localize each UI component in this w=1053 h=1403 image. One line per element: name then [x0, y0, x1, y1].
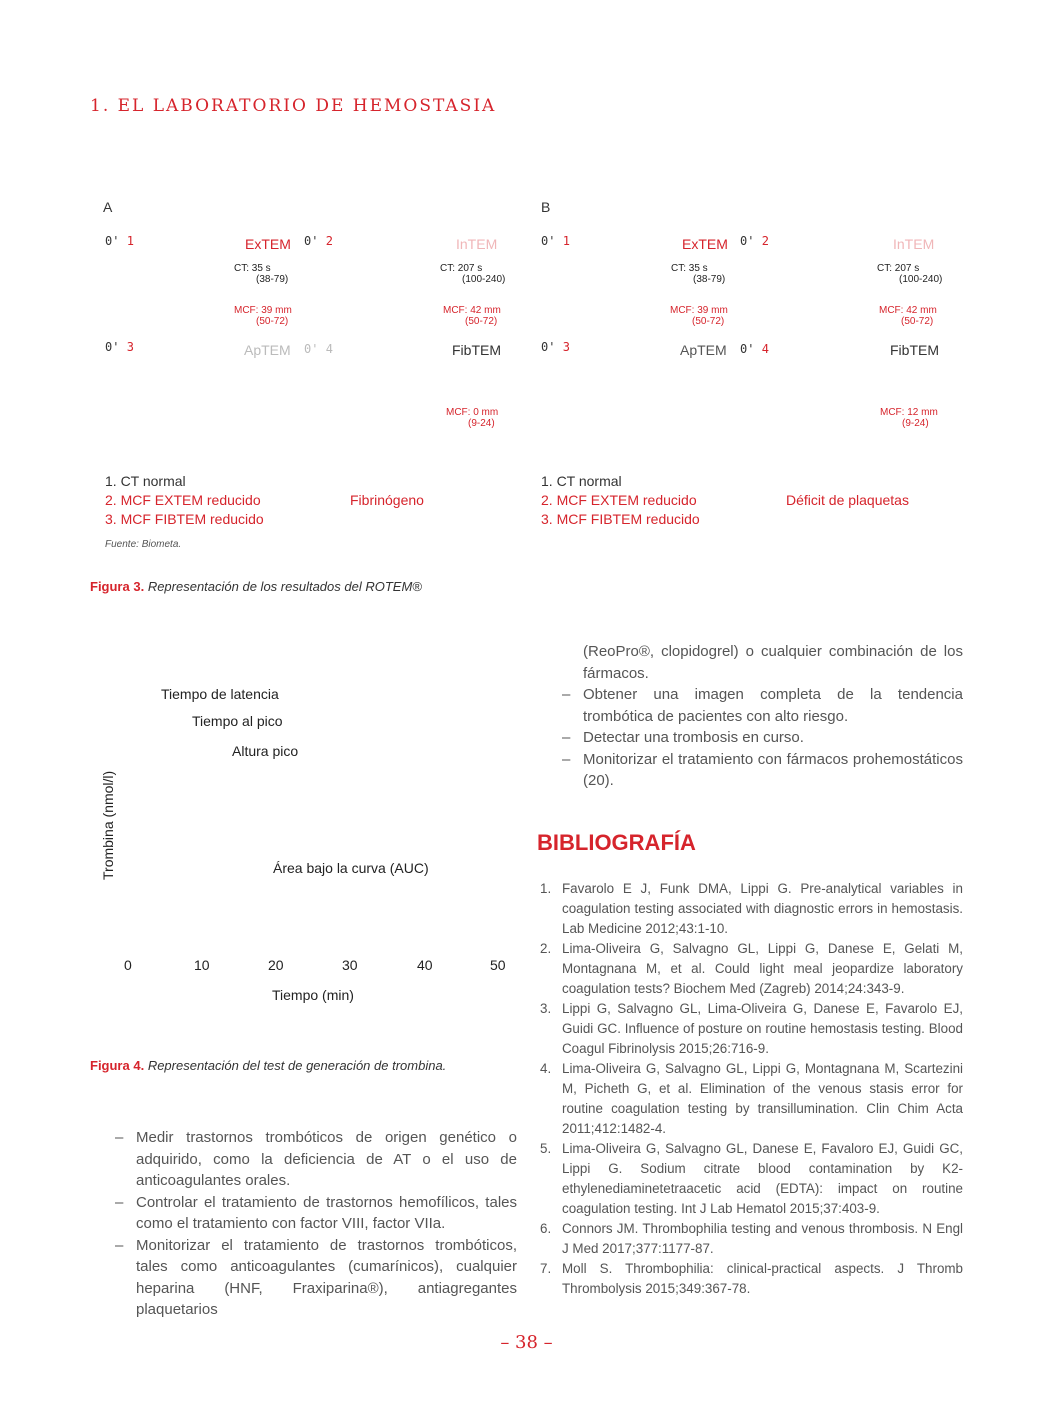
bibliography-list [540, 879, 963, 1299]
test-fibtem: FibTEM [452, 342, 501, 358]
list-item: – Medir trastornos trombóticos de origen genético o adquirido, como la deficiencia de AT o el uso de anticoagulantes orales. [115, 1129, 517, 1189]
channel-label-3: 0' 3 [541, 340, 570, 354]
intem-ct: CT: 207 s (100-240) [877, 263, 943, 285]
bibliography-item: 1. Favarolo E J, Funk DMA, Lippi G. Pre-analytical variables in coagulation testing associated with diagnostic errors in hemostasis. Lab Medicine 2012;43:1-10. [540, 881, 963, 936]
diagnosis: Déficit de plaquetas [786, 492, 909, 508]
x-tick: 40 [417, 957, 433, 973]
test-aptem: ApTEM [244, 342, 291, 358]
test-extem: ExTEM [682, 236, 728, 252]
label-time-to-peak: Tiempo al pico [192, 713, 283, 729]
bibliography-title: BIBLIOGRAFÍA [537, 830, 696, 855]
test-aptem: ApTEM [680, 342, 727, 358]
result-item: 1. CT normal [541, 473, 622, 489]
result-item: 2. MCF EXTEM reducido [541, 492, 697, 508]
x-tick: 20 [268, 957, 284, 973]
list-item: – Detectar una trombosis en curso. [562, 729, 804, 746]
fibtem-mcf: MCF: 0 mm (9-24) [446, 407, 499, 429]
channel-label-4: 0' 4 [304, 342, 333, 356]
list-item: – Monitorizar el tratamiento de trastornos trombóticos, tales como anticoagulantes (cumarínicos), cualquier heparina (HNF, Fraxiparina®), antiagregantes plaquetarios [115, 1236, 517, 1318]
list-item-continuation: (ReoPro®, clopidogrel) o cualquier combinación de los fármacos. [583, 643, 963, 682]
channel-label-2: 0' 2 [740, 234, 769, 248]
channel-label-2: 0' 2 [304, 234, 333, 248]
result-item: 1. CT normal [105, 473, 186, 489]
x-tick: 30 [342, 957, 358, 973]
extem-mcf: MCF: 39 mm (50-72) [670, 305, 728, 327]
panel-letter: B [541, 199, 551, 215]
panel-letter: A [103, 199, 113, 215]
figure4-caption: Figura 4. Representación del test de generación de trombina. [90, 1058, 447, 1073]
channel-label-1: 0' 1 [105, 234, 134, 248]
bibliography-item: 3. Lippi G, Salvagno GL, Lima-Oliveira G, Danese E, Favarolo EJ, Guidi GC. Influence of posture on routine hemostasis testing. Blood Coagul Fibrinolysis 2015;26:716-9. [540, 1001, 963, 1056]
intem-mcf: MCF: 42 mm (50-72) [879, 305, 937, 327]
figure-source: Fuente: Biometa. [105, 539, 182, 550]
x-tick: 0 [124, 957, 132, 973]
right-bullet-list [562, 641, 963, 792]
label-auc: Área bajo la curva (AUC) [273, 860, 429, 876]
extem-mcf: MCF: 39 mm (50-72) [234, 305, 292, 327]
test-intem: InTEM [893, 236, 935, 252]
section-header: 1. EL LABORATORIO DE HEMOSTASIA [90, 96, 497, 116]
diagnosis: Fibrinógeno [350, 492, 424, 508]
result-item: 3. MCF FIBTEM reducido [541, 511, 700, 527]
bibliography-item: 6. Connors JM. Thrombophilia testing and venous thrombosis. N Engl J Med 2017;377:1177-87. [540, 1221, 963, 1256]
bibliography-item: 2. Lima-Oliveira G, Salvagno GL, Lippi G, Danese E, Gelati M, Montagnana M, et al. Could light meal jeopardize laboratory coagulation tests? Biochem Med (Zagreb) 2014;24:343-9. [540, 941, 963, 996]
figure3-caption: Figura 3. Representación de los resultados del ROTEM® [90, 579, 422, 594]
x-axis-label: Tiempo (min) [272, 987, 354, 1003]
results-list [541, 472, 700, 529]
page-number: – 38 – [500, 1332, 553, 1353]
result-item: 3. MCF FIBTEM reducido [105, 511, 264, 527]
intem-ct: CT: 207 s (100-240) [440, 263, 506, 285]
extem-ct: CT: 35 s (38-79) [234, 263, 289, 285]
channel-label-1: 0' 1 [541, 234, 570, 248]
list-item: – Controlar el tratamiento de trastornos hemofílicos, tales como el tratamiento con factor VIII, factor VIIa. [115, 1193, 517, 1232]
left-bullet-list [115, 1127, 517, 1321]
channel-label-3: 0' 3 [105, 340, 134, 354]
test-intem: InTEM [456, 236, 498, 252]
x-tick: 10 [194, 957, 210, 973]
test-extem: ExTEM [245, 236, 291, 252]
channel-label-4: 0' 4 [740, 342, 769, 356]
label-lag-time: Tiempo de latencia [161, 686, 279, 702]
bibliography-item: 5. Lima-Oliveira G, Salvagno GL, Danese E, Favaloro EJ, Guidi GC, Lippi G. Sodium citrate blood contamination by K2-ethylenediaminetetraacetic acid (EDTA): impact on routine coagulation testing. Int J Lab Hematol 2015;37:403-9. [540, 1141, 963, 1216]
results-list [105, 472, 264, 529]
x-tick: 50 [490, 957, 506, 973]
label-peak-height: Altura pico [232, 743, 299, 759]
fibtem-mcf: MCF: 12 mm (9-24) [880, 407, 938, 429]
bibliography-item: 7. Moll S. Thrombophilia: clinical-practical aspects. J Thromb Thrombolysis 2015;349:367-78. [540, 1261, 963, 1296]
list-item: – Monitorizar el tratamiento con fármacos prohemostáticos (20). [562, 750, 963, 789]
result-item: 2. MCF EXTEM reducido [105, 492, 261, 508]
y-axis-label: Trombina (nmol/l) [100, 770, 116, 880]
intem-mcf: MCF: 42 mm (50-72) [443, 305, 501, 327]
list-item: – Obtener una imagen completa de la tendencia trombótica de pacientes con alto riesgo. [562, 686, 963, 725]
test-fibtem: FibTEM [890, 342, 939, 358]
extem-ct: CT: 35 s (38-79) [671, 263, 726, 285]
bibliography-item: 4. Lima-Oliveira G, Salvagno GL, Lippi G, Montagnana M, Scartezini M, Picheth G, et al. Elimination of the venous stasis error for routine coagulation testing by transillumination. Clin Chim Acta 2011;412:1482-4. [540, 1061, 963, 1136]
